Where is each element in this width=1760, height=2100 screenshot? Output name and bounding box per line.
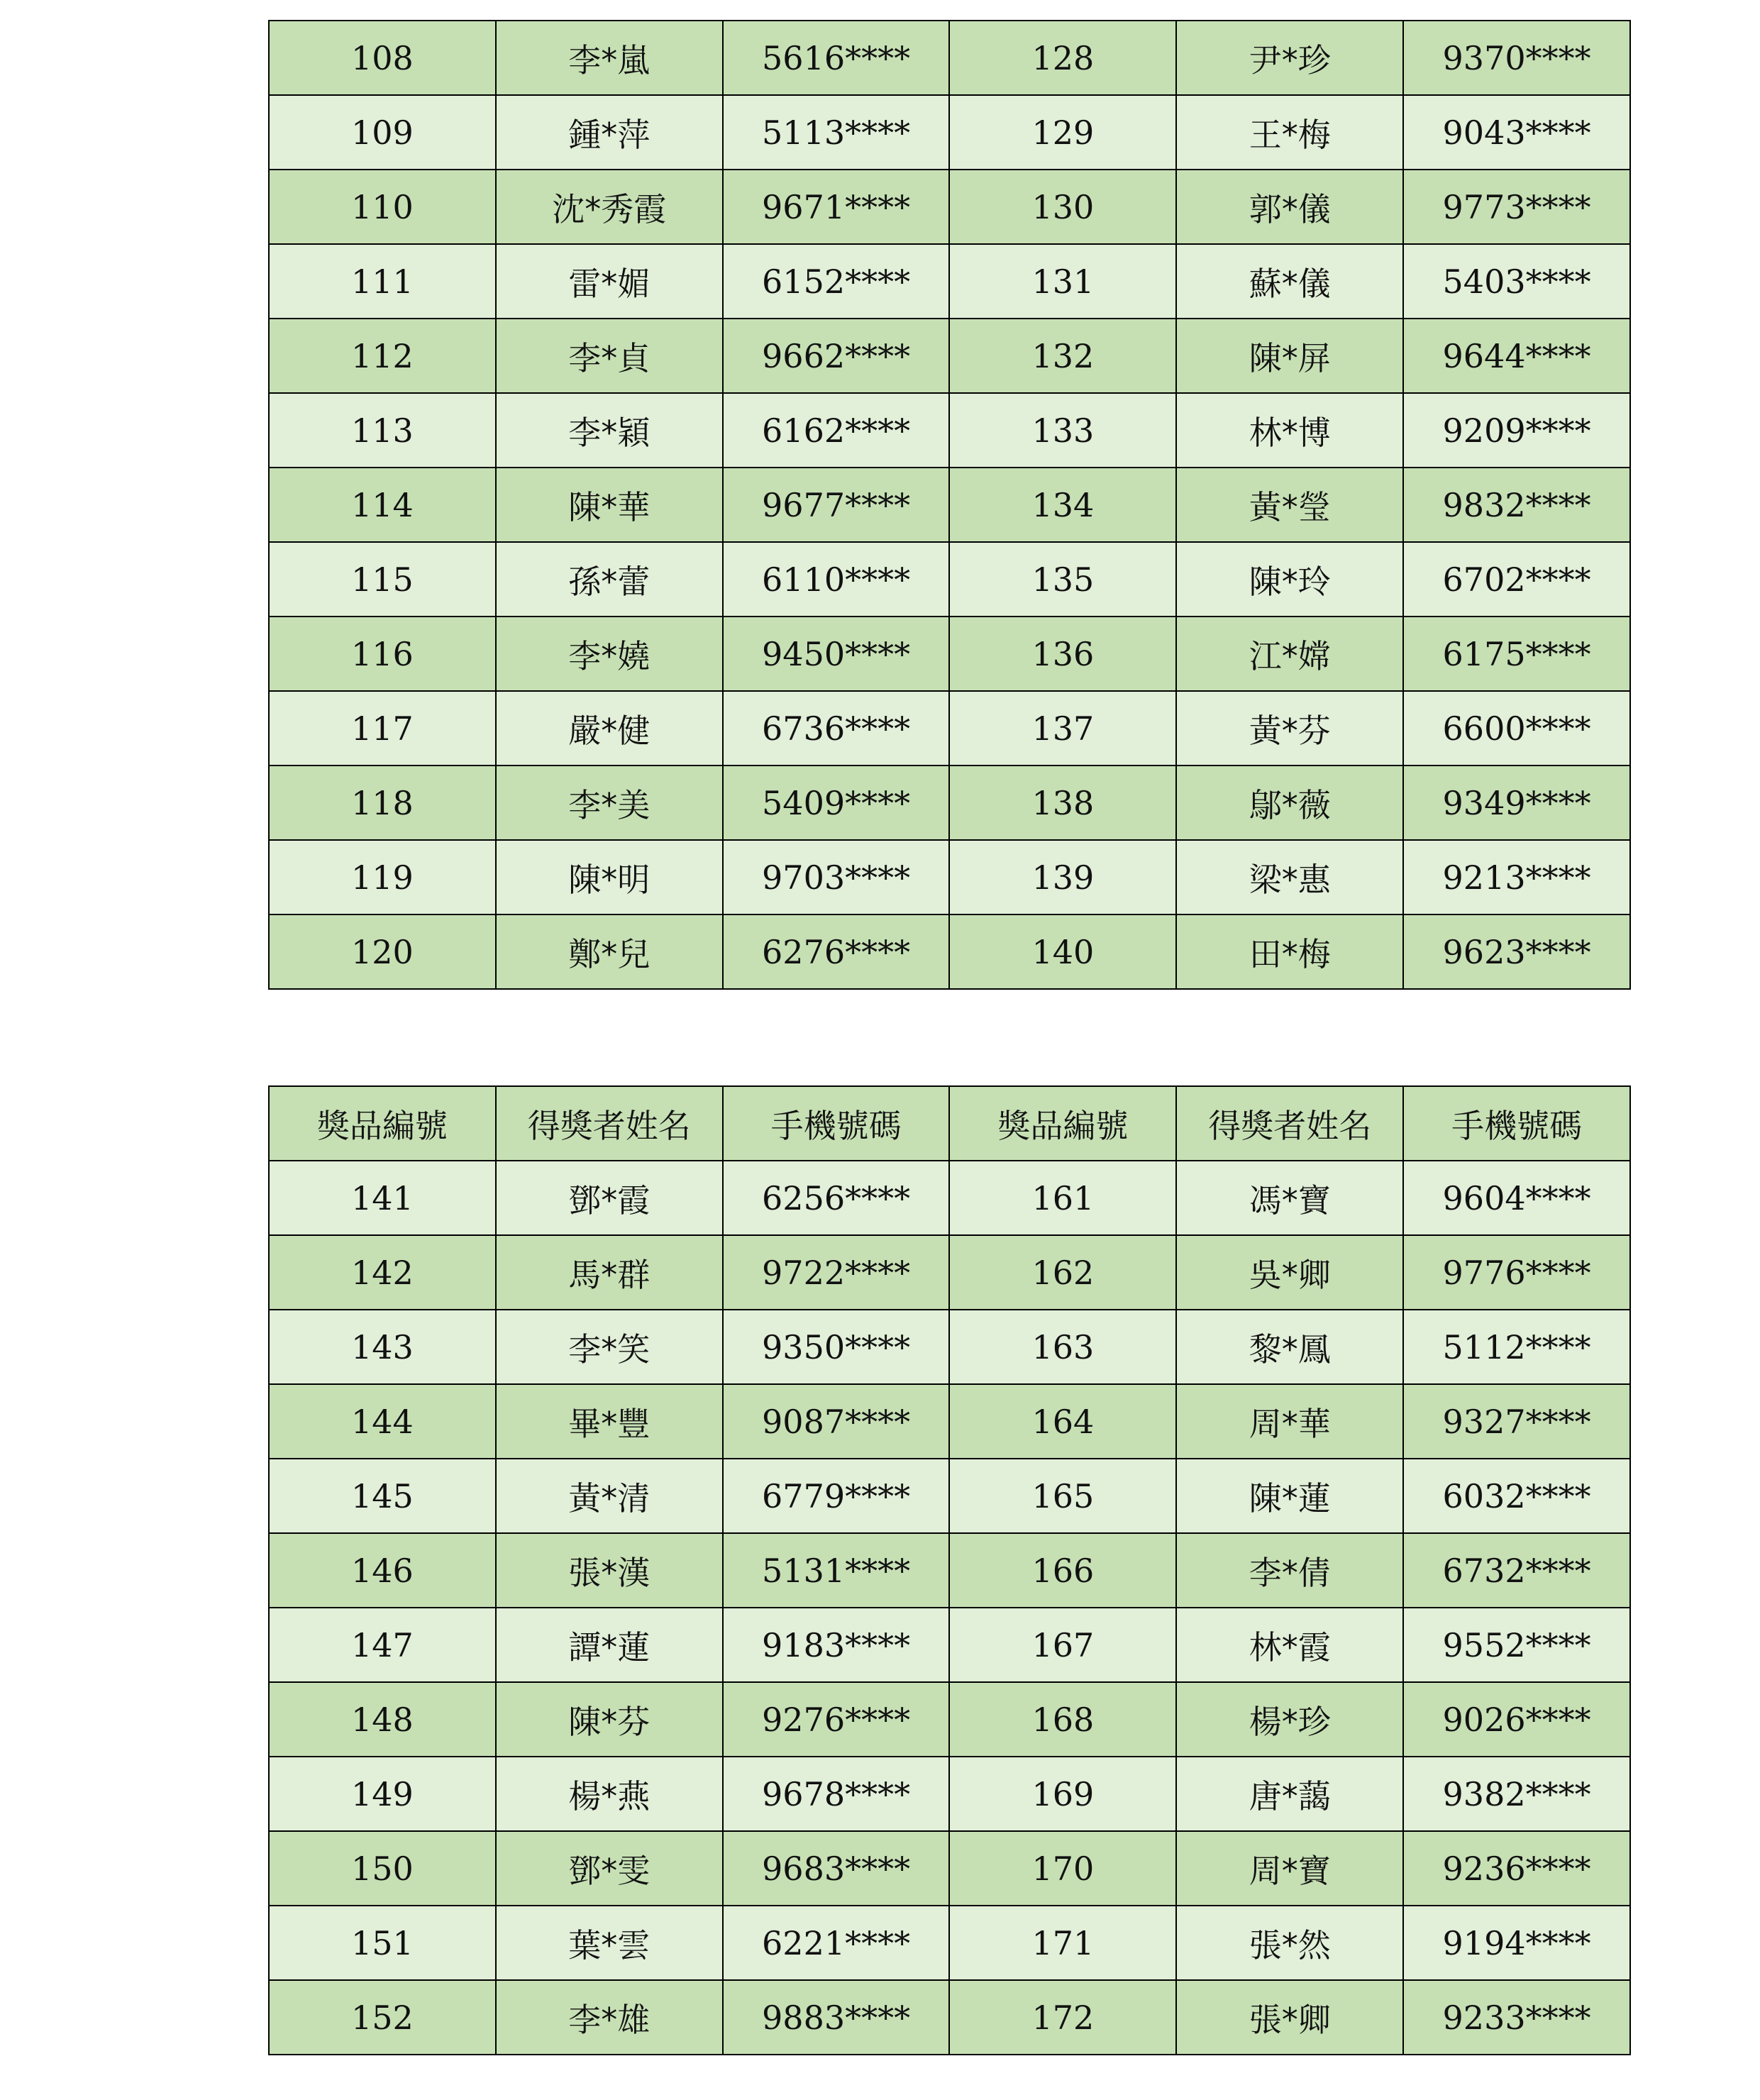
prize-number-cell: 171 <box>949 1906 1176 1980</box>
table-row <box>269 542 1630 617</box>
phone-number-cell: 9683**** <box>723 1831 950 1906</box>
header-winner-name: 得獎者姓名 <box>496 1086 723 1161</box>
prize-number-cell: 148 <box>269 1682 496 1757</box>
phone-number-cell: 9776**** <box>1403 1235 1630 1310</box>
table-row <box>269 1682 1630 1757</box>
phone-number-cell: 9773**** <box>1403 170 1630 244</box>
phone-number-cell: 9209**** <box>1403 393 1630 468</box>
prize-number-cell: 134 <box>949 468 1176 542</box>
table-row <box>269 1906 1630 1980</box>
winner-name-cell: 林*霞 <box>1176 1608 1403 1682</box>
phone-number-cell: 6256**** <box>723 1161 950 1235</box>
winner-name-cell: 江*嫦 <box>1176 617 1403 691</box>
prize-number-cell: 110 <box>269 170 496 244</box>
prize-number-cell: 162 <box>949 1235 1176 1310</box>
prize-number-cell: 130 <box>949 170 1176 244</box>
prize-number-cell: 140 <box>949 914 1176 989</box>
header-winner-name: 得獎者姓名 <box>1176 1086 1403 1161</box>
winner-name-cell: 陳*玲 <box>1176 542 1403 617</box>
winners-table-top <box>268 20 1631 990</box>
phone-number-cell: 9043**** <box>1403 95 1630 170</box>
winner-name-cell: 李*嵐 <box>496 21 723 95</box>
winner-name-cell: 沈*秀霞 <box>496 170 723 244</box>
phone-number-cell: 5616**** <box>723 21 950 95</box>
phone-number-cell: 9370**** <box>1403 21 1630 95</box>
winner-name-cell: 楊*燕 <box>496 1757 723 1831</box>
prize-number-cell: 150 <box>269 1831 496 1906</box>
phone-number-cell: 9644**** <box>1403 319 1630 393</box>
prize-number-cell: 119 <box>269 840 496 914</box>
phone-number-cell: 6702**** <box>1403 542 1630 617</box>
table-row <box>269 1161 1630 1235</box>
prize-number-cell: 147 <box>269 1608 496 1682</box>
phone-number-cell: 6736**** <box>723 691 950 766</box>
winner-name-cell: 蘇*儀 <box>1176 244 1403 319</box>
phone-number-cell: 9604**** <box>1403 1161 1630 1235</box>
prize-number-cell: 114 <box>269 468 496 542</box>
winner-name-cell: 郭*儀 <box>1176 170 1403 244</box>
winner-name-cell: 楊*珍 <box>1176 1682 1403 1757</box>
phone-number-cell: 5403**** <box>1403 244 1630 319</box>
prize-number-cell: 108 <box>269 21 496 95</box>
phone-number-cell: 9276**** <box>723 1682 950 1757</box>
winner-name-cell: 嚴*健 <box>496 691 723 766</box>
table-row <box>269 766 1630 840</box>
prize-number-cell: 146 <box>269 1533 496 1608</box>
phone-number-cell: 9883**** <box>723 1980 950 2055</box>
phone-number-cell: 5113**** <box>723 95 950 170</box>
phone-number-cell: 9233**** <box>1403 1980 1630 2055</box>
prize-number-cell: 112 <box>269 319 496 393</box>
prize-number-cell: 132 <box>949 319 1176 393</box>
prize-number-cell: 161 <box>949 1161 1176 1235</box>
winner-name-cell: 馬*群 <box>496 1235 723 1310</box>
header-phone-number: 手機號碼 <box>1403 1086 1630 1161</box>
phone-number-cell: 9327**** <box>1403 1384 1630 1459</box>
prize-number-cell: 113 <box>269 393 496 468</box>
phone-number-cell: 9703**** <box>723 840 950 914</box>
prize-number-cell: 152 <box>269 1980 496 2055</box>
winner-name-cell: 黎*鳳 <box>1176 1310 1403 1384</box>
phone-number-cell: 9349**** <box>1403 766 1630 840</box>
phone-number-cell: 6221**** <box>723 1906 950 1980</box>
prize-number-cell: 135 <box>949 542 1176 617</box>
phone-number-cell: 9450**** <box>723 617 950 691</box>
phone-number-cell: 6175**** <box>1403 617 1630 691</box>
winner-name-cell: 李*倩 <box>1176 1533 1403 1608</box>
winner-name-cell: 周*華 <box>1176 1384 1403 1459</box>
phone-number-cell: 9183**** <box>723 1608 950 1682</box>
phone-number-cell: 9382**** <box>1403 1757 1630 1831</box>
prize-number-cell: 131 <box>949 244 1176 319</box>
header-prize-number: 獎品編號 <box>269 1086 496 1161</box>
prize-number-cell: 116 <box>269 617 496 691</box>
winner-name-cell: 陳*芬 <box>496 1682 723 1757</box>
phone-number-cell: 6162**** <box>723 393 950 468</box>
prize-number-cell: 111 <box>269 244 496 319</box>
prize-number-cell: 165 <box>949 1459 1176 1533</box>
prize-number-cell: 120 <box>269 914 496 989</box>
winner-name-cell: 陳*蓮 <box>1176 1459 1403 1533</box>
prize-number-cell: 129 <box>949 95 1176 170</box>
winner-name-cell: 張*卿 <box>1176 1980 1403 2055</box>
prize-number-cell: 170 <box>949 1831 1176 1906</box>
winners-table-bottom <box>268 1085 1631 2055</box>
winner-name-cell: 張*漢 <box>496 1533 723 1608</box>
prize-number-cell: 144 <box>269 1384 496 1459</box>
winner-name-cell: 李*嬈 <box>496 617 723 691</box>
phone-number-cell: 9350**** <box>723 1310 950 1384</box>
winner-name-cell: 鄧*霞 <box>496 1161 723 1235</box>
phone-number-cell: 6032**** <box>1403 1459 1630 1533</box>
phone-number-cell: 9213**** <box>1403 840 1630 914</box>
phone-number-cell: 9236**** <box>1403 1831 1630 1906</box>
winners-table-top-body <box>269 21 1630 989</box>
table-row <box>269 319 1630 393</box>
phone-number-cell: 6276**** <box>723 914 950 989</box>
prize-number-cell: 133 <box>949 393 1176 468</box>
prize-number-cell: 139 <box>949 840 1176 914</box>
table-row <box>269 1757 1630 1831</box>
phone-number-cell: 6779**** <box>723 1459 950 1533</box>
winner-name-cell: 鍾*萍 <box>496 95 723 170</box>
prize-number-cell: 115 <box>269 542 496 617</box>
table-row <box>269 1831 1630 1906</box>
table-row <box>269 21 1630 95</box>
prize-number-cell: 117 <box>269 691 496 766</box>
winner-name-cell: 張*然 <box>1176 1906 1403 1980</box>
winner-name-cell: 李*美 <box>496 766 723 840</box>
header-prize-number: 獎品編號 <box>949 1086 1176 1161</box>
winners-table-bottom-body <box>269 1086 1630 2055</box>
prize-number-cell: 136 <box>949 617 1176 691</box>
winner-name-cell: 畢*豐 <box>496 1384 723 1459</box>
winner-name-cell: 周*寶 <box>1176 1831 1403 1906</box>
phone-number-cell: 9662**** <box>723 319 950 393</box>
table-row <box>269 1310 1630 1384</box>
winner-name-cell: 鄧*雯 <box>496 1831 723 1906</box>
prize-number-cell: 137 <box>949 691 1176 766</box>
winner-name-cell: 陳*華 <box>496 468 723 542</box>
prize-number-cell: 141 <box>269 1161 496 1235</box>
prize-number-cell: 164 <box>949 1384 1176 1459</box>
winner-name-cell: 馮*寶 <box>1176 1161 1403 1235</box>
winner-name-cell: 唐*藹 <box>1176 1757 1403 1831</box>
phone-number-cell: 9026**** <box>1403 1682 1630 1757</box>
table-row <box>269 840 1630 914</box>
phone-number-cell: 6152**** <box>723 244 950 319</box>
prize-number-cell: 118 <box>269 766 496 840</box>
phone-number-cell: 5409**** <box>723 766 950 840</box>
winner-name-cell: 孫*蕾 <box>496 542 723 617</box>
winner-name-cell: 林*博 <box>1176 393 1403 468</box>
winner-name-cell: 吳*卿 <box>1176 1235 1403 1310</box>
winner-name-cell: 李*穎 <box>496 393 723 468</box>
phone-number-cell: 9678**** <box>723 1757 950 1831</box>
winner-name-cell: 尹*珍 <box>1176 21 1403 95</box>
prize-number-cell: 128 <box>949 21 1176 95</box>
phone-number-cell: 9677**** <box>723 468 950 542</box>
table-row <box>269 1608 1630 1682</box>
phone-number-cell: 9623**** <box>1403 914 1630 989</box>
prize-number-cell: 143 <box>269 1310 496 1384</box>
table-row <box>269 1384 1630 1459</box>
winner-name-cell: 陳*屏 <box>1176 319 1403 393</box>
phone-number-cell: 5112**** <box>1403 1310 1630 1384</box>
prize-number-cell: 172 <box>949 1980 1176 2055</box>
table-row <box>269 170 1630 244</box>
prize-number-cell: 167 <box>949 1608 1176 1682</box>
winner-name-cell: 鄭*兒 <box>496 914 723 989</box>
winner-name-cell: 王*梅 <box>1176 95 1403 170</box>
prize-number-cell: 138 <box>949 766 1176 840</box>
header-row <box>269 1086 1630 1161</box>
table-row <box>269 468 1630 542</box>
header-phone-number: 手機號碼 <box>723 1086 950 1161</box>
phone-number-cell: 9087**** <box>723 1384 950 1459</box>
table-row <box>269 691 1630 766</box>
winner-name-cell: 譚*蓮 <box>496 1608 723 1682</box>
prize-number-cell: 163 <box>949 1310 1176 1384</box>
table-row <box>269 617 1630 691</box>
winner-name-cell: 李*笑 <box>496 1310 723 1384</box>
winner-name-cell: 黃*清 <box>496 1459 723 1533</box>
table-row <box>269 1459 1630 1533</box>
winner-name-cell: 黃*瑩 <box>1176 468 1403 542</box>
winner-name-cell: 梁*惠 <box>1176 840 1403 914</box>
phone-number-cell: 6600**** <box>1403 691 1630 766</box>
winner-name-cell: 葉*雲 <box>496 1906 723 1980</box>
winner-name-cell: 田*梅 <box>1176 914 1403 989</box>
phone-number-cell: 9552**** <box>1403 1608 1630 1682</box>
prize-number-cell: 149 <box>269 1757 496 1831</box>
prize-number-cell: 169 <box>949 1757 1176 1831</box>
phone-number-cell: 6732**** <box>1403 1533 1630 1608</box>
winner-name-cell: 李*貞 <box>496 319 723 393</box>
winner-name-cell: 李*雄 <box>496 1980 723 2055</box>
table-row <box>269 1235 1630 1310</box>
prize-number-cell: 168 <box>949 1682 1176 1757</box>
table-row <box>269 393 1630 468</box>
phone-number-cell: 9194**** <box>1403 1906 1630 1980</box>
phone-number-cell: 9832**** <box>1403 468 1630 542</box>
table-row <box>269 95 1630 170</box>
phone-number-cell: 9722**** <box>723 1235 950 1310</box>
prize-number-cell: 166 <box>949 1533 1176 1608</box>
phone-number-cell: 9671**** <box>723 170 950 244</box>
prize-number-cell: 151 <box>269 1906 496 1980</box>
table-row <box>269 914 1630 989</box>
table-row <box>269 1533 1630 1608</box>
prize-number-cell: 142 <box>269 1235 496 1310</box>
table-row <box>269 244 1630 319</box>
prize-number-cell: 145 <box>269 1459 496 1533</box>
winner-name-cell: 雷*媚 <box>496 244 723 319</box>
table-row <box>269 1980 1630 2055</box>
winner-name-cell: 鄔*薇 <box>1176 766 1403 840</box>
winner-name-cell: 黃*芬 <box>1176 691 1403 766</box>
winner-name-cell: 陳*明 <box>496 840 723 914</box>
phone-number-cell: 5131**** <box>723 1533 950 1608</box>
phone-number-cell: 6110**** <box>723 542 950 617</box>
prize-number-cell: 109 <box>269 95 496 170</box>
